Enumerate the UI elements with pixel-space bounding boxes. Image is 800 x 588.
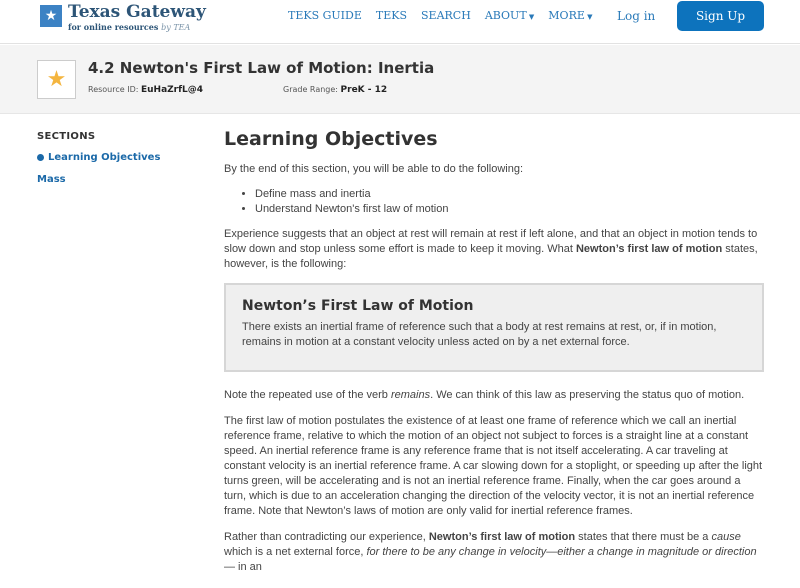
italic-term: cause: [711, 531, 741, 543]
sections-sidebar: [37, 131, 160, 196]
text: Experience suggests that an object at rest will remain at rest if left alone, and that an object in motion tends to slow down and stop unless some effort is made to keep it moving. What: [224, 228, 758, 255]
sidebar-item-label: Learning Objectives: [48, 152, 161, 163]
intro-text: By the end of this section, you will be able to do the following:: [224, 163, 524, 175]
site-header: [0, 0, 800, 44]
texas-gateway-logo[interactable]: [40, 3, 206, 32]
nav-more[interactable]: [548, 9, 592, 22]
text: Rather than contradicting our experience,: [224, 531, 429, 543]
resource-id-value: EuHaZrfL@4: [141, 85, 204, 95]
nav-more-label: MORE: [548, 9, 585, 22]
paragraph-experience: [224, 227, 764, 272]
callout-title: Newton’s First Law of Motion: [242, 298, 474, 314]
grade-range-value: PreK - 12: [340, 85, 388, 95]
text: states that there must be a: [575, 531, 712, 543]
bold-term: Newton’s first law of motion: [428, 531, 576, 543]
text: which is a net external force,: [224, 546, 367, 558]
login-link[interactable]: Log in: [617, 9, 656, 23]
nav-search[interactable]: SEARCH: [421, 9, 471, 22]
paragraph-inertial-frame: The first law of motion postulates the existence of at least one frame of reference which we call an inertial reference frame, relative to which the motion of an object not subject to forces is a straight line at a constant speed. An inertial reference frame is any reference frame that is not itself accelerating. A car traveling at constant velocity is an inertial reference frame. A car slowing down for a stoplight, or speeding up after the light turns green, will be accelerating and is not an inertial reference frame. Finally, when the car goes around a turn, which is due to an acceleration changing the direction of the velocity vector, it is not an inertial reference frame. Note that Newton’s laws of motion are only valid for inertial reference frames.: [224, 415, 763, 517]
main-content: [224, 126, 764, 586]
nav-about-label: ABOUT: [484, 9, 527, 22]
callout-text: There exists an inertial frame of reference such that a body at rest remains at rest, or, if in motion, remains in motion at a constant velocity unless acted on by a net external force.: [242, 321, 717, 348]
sections-heading: SECTIONS: [37, 131, 96, 142]
text: states, however, is the following:: [224, 243, 758, 270]
favorite-star-button[interactable]: [37, 60, 76, 99]
star-icon: ★: [46, 67, 67, 92]
italic-phrase: for there to be any change in velocity—either a change in magnitude or direction: [366, 546, 757, 558]
logo-subtitle: for online resources: [68, 22, 159, 32]
resource-id: [88, 85, 203, 95]
objective-item: • Understand Newton's first law of motion: [255, 202, 764, 217]
signup-button[interactable]: Sign Up: [677, 1, 764, 31]
resource-title: 4.2 Newton's First Law of Motion: Inertia: [88, 59, 435, 77]
resource-id-label: Resource ID:: [88, 85, 139, 94]
text: . We can think of this law as preserving the status quo of motion.: [430, 389, 745, 401]
resource-header: [0, 45, 800, 114]
sidebar-item-mass[interactable]: [37, 174, 160, 185]
sidebar-item-learning-objectives[interactable]: [37, 152, 160, 163]
caret-down-icon: ▼: [584, 13, 593, 21]
section-heading: Learning Objectives: [224, 128, 438, 150]
objective-item: • Define mass and inertia: [255, 187, 764, 202]
grade-range-label: Grade Range:: [283, 85, 338, 94]
paragraph-remains: [224, 388, 764, 403]
objectives-list: [255, 187, 764, 217]
grade-range: [283, 85, 387, 95]
text: Note the repeated use of the verb: [224, 389, 391, 401]
paragraph-cause: [224, 530, 764, 575]
nav-teks[interactable]: TEKS: [375, 9, 407, 22]
logo-title: Texas Gateway: [68, 2, 206, 22]
nav-about[interactable]: [485, 9, 534, 22]
bold-term: Newton’s first law of motion: [575, 243, 723, 255]
text: — in an: [224, 561, 262, 573]
law-callout-box: [224, 283, 764, 372]
logo-by: by TEA: [161, 23, 191, 32]
nav-teks-guide[interactable]: TEKS GUIDE: [288, 9, 362, 22]
main-nav: [288, 9, 592, 22]
star-logo-icon: ★: [40, 5, 62, 27]
sidebar-item-label: Mass: [37, 174, 66, 185]
italic-term: remains: [390, 389, 431, 401]
caret-down-icon: ▼: [526, 13, 535, 21]
active-dot-icon: [37, 154, 44, 161]
